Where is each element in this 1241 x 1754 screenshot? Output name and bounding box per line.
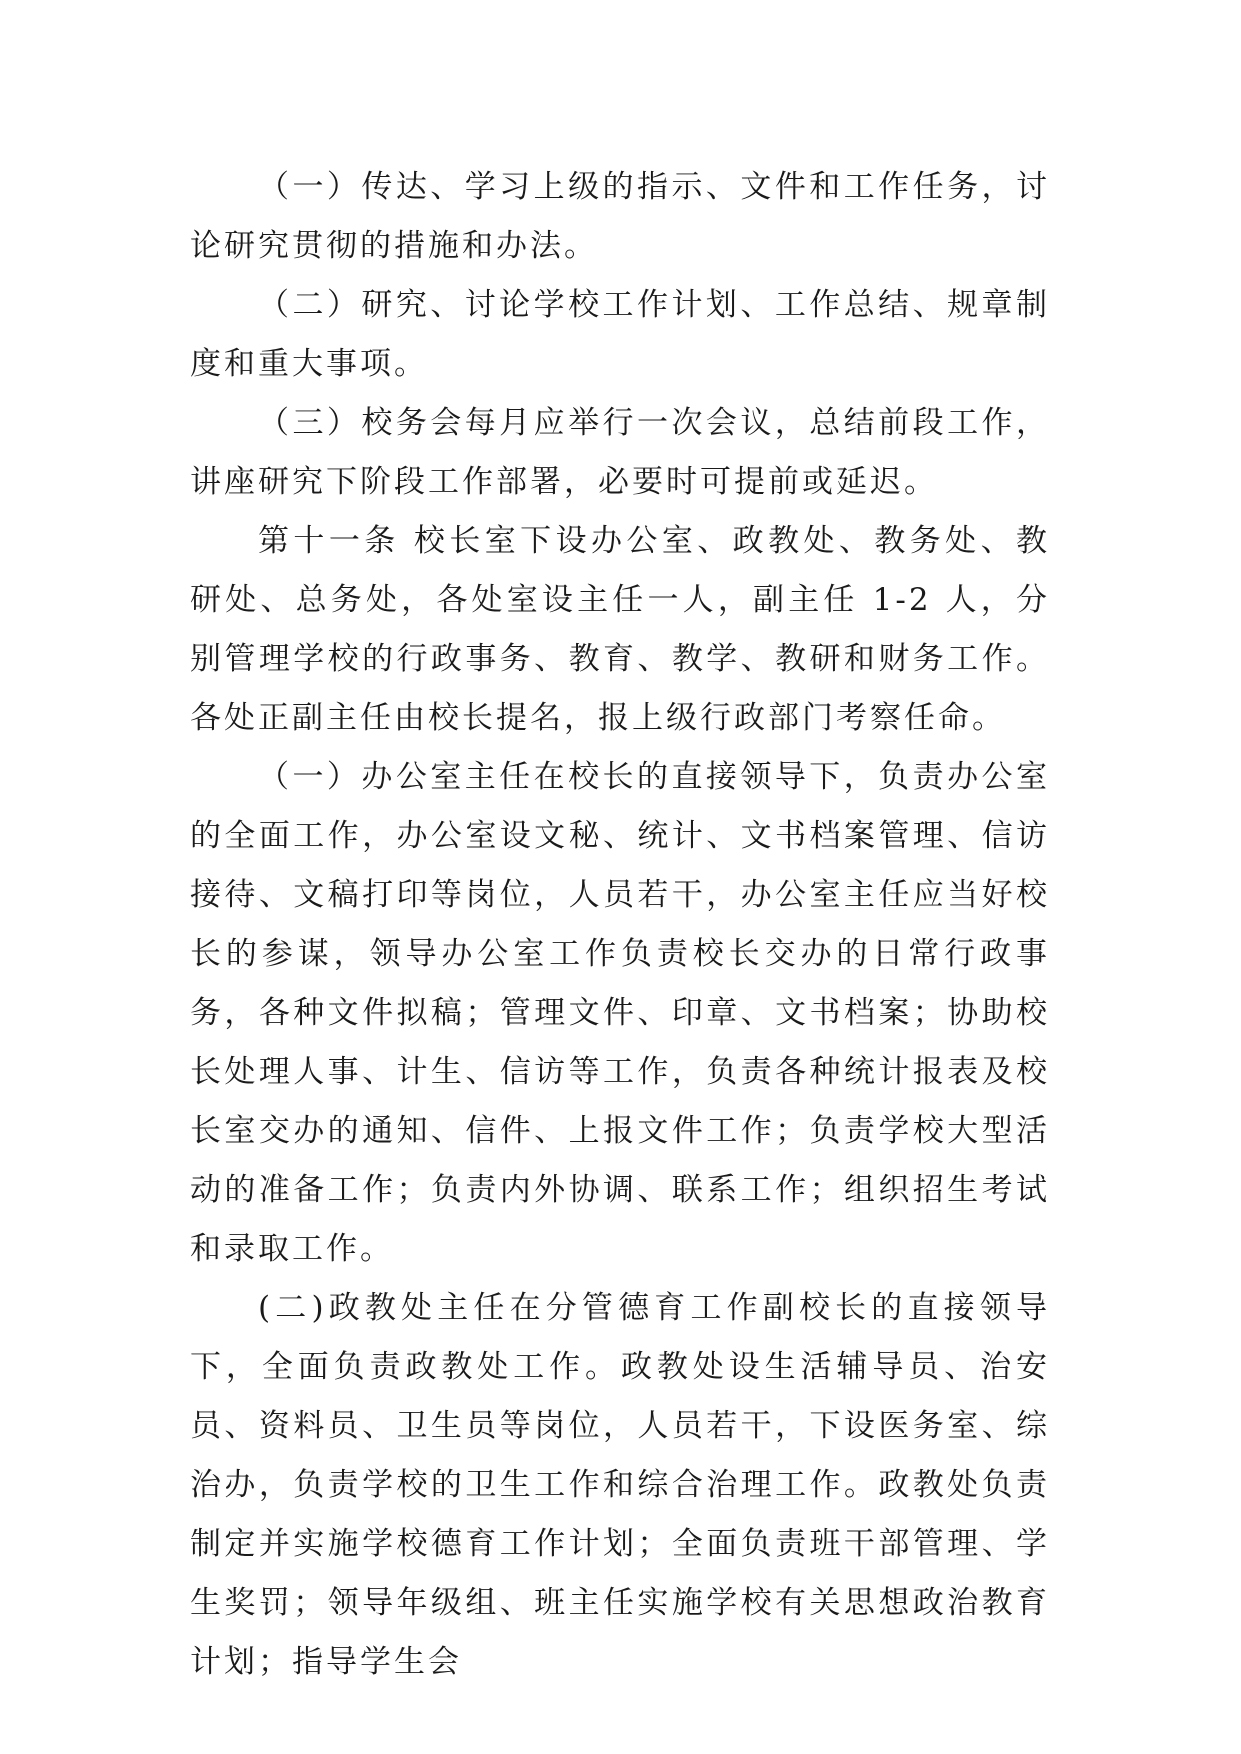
paragraph-article-11: 第十一条 校长室下设办公室、政教处、教务处、教研处、总务处，各处室设主任一人，副主任 1-2 人，分别管理学校的行政事务、教育、教学、教研和财务工作。各处正副主任由校长提名，报上级行政部门考察任命。 (190, 523, 1050, 736)
paragraph-3: （三）校务会每月应举行一次会议，总结前段工作，讲座研究下阶段工作部署，必要时可提前或延迟。 (190, 405, 1050, 500)
document-body (190, 158, 1050, 1692)
paragraph-2: （二）研究、讨论学校工作计划、工作总结、规章制度和重大事项。 (190, 287, 1050, 382)
paragraph-political-education: (二)政教处主任在分管德育工作副校长的直接领导下，全面负责政教处工作。政教处设生活辅导员、治安员、资料员、卫生员等岗位，人员若干，下设医务室、综治办，负责学校的卫生工作和综合治理工作。政教处负责制定并实施学校德育工作计划；全面负责班干部管理、学生奖罚；领导年级组、班主任实施学校有关思想政治教育计划；指导学生会 (190, 1290, 1050, 1680)
paragraph-1: （一）传达、学习上级的指示、文件和工作任务，讨论研究贯彻的措施和办法。 (190, 169, 1050, 264)
paragraph-office-director: （一）办公室主任在校长的直接领导下，负责办公室的全面工作，办公室设文秘、统计、文书档案管理、信访接待、文稿打印等岗位，人员若干，办公室主任应当好校长的参谋，领导办公室工作负责校长交办的日常行政事务，各种文件拟稿；管理文件、印章、文书档案；协助校长处理人事、计生、信访等工作，负责各种统计报表及校长室交办的通知、信件、上报文件工作；负责学校大型活动的准备工作；负责内外协调、联系工作；组织招生考试和录取工作。 (190, 759, 1050, 1267)
